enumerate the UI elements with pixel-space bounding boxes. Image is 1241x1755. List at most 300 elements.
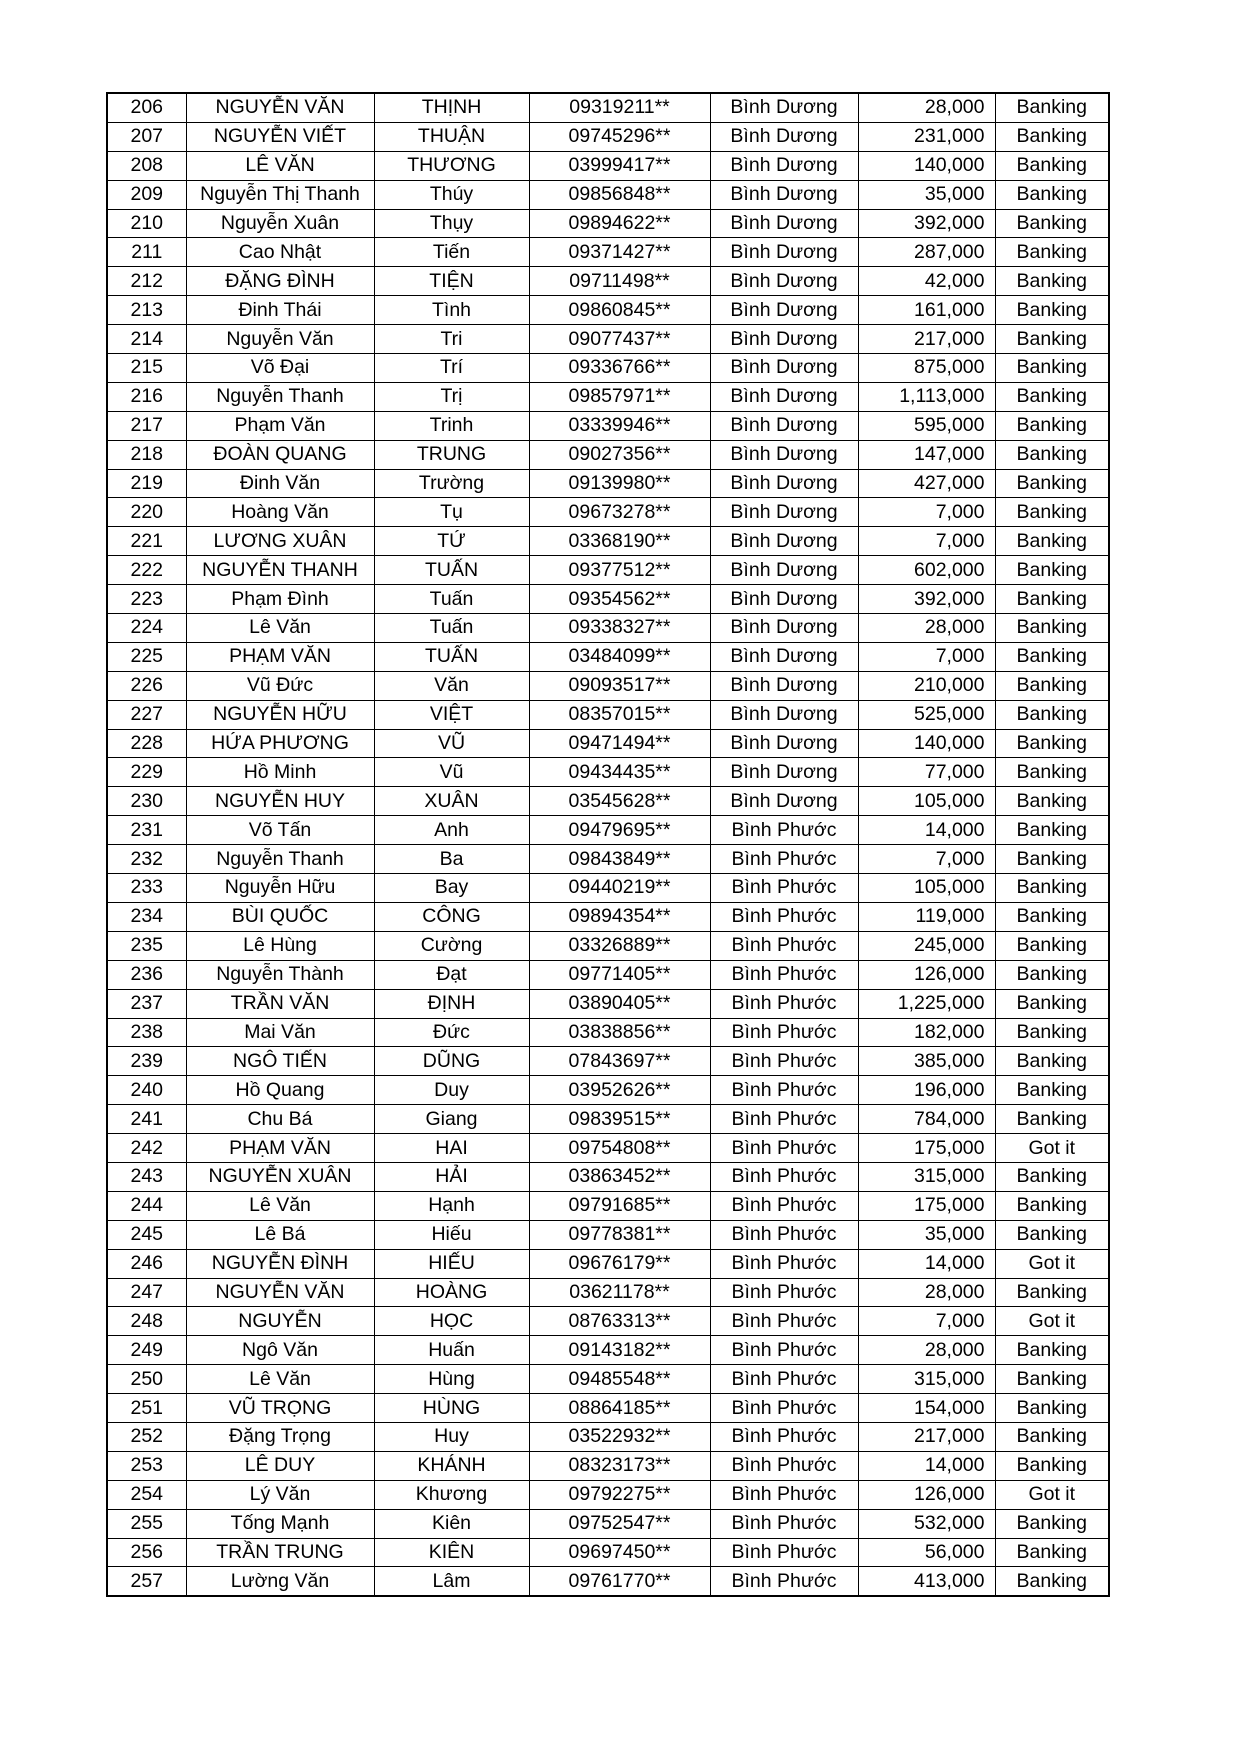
province-cell: Bình Dương [710, 267, 858, 296]
phone-cell: 09143182** [529, 1336, 710, 1365]
given-name-cell: Anh [374, 816, 529, 845]
phone-cell: 09676179** [529, 1249, 710, 1278]
province-cell: Bình Dương [710, 93, 858, 122]
surname-cell: NGUYỄN [186, 1307, 374, 1336]
row-number: 237 [107, 989, 186, 1018]
amount-cell: 175,000 [858, 1191, 995, 1220]
amount-cell: 231,000 [858, 122, 995, 151]
payment-method-cell: Banking [995, 1105, 1109, 1134]
phone-cell: 09319211** [529, 93, 710, 122]
surname-cell: NGUYỄN XUÂN [186, 1162, 374, 1191]
given-name-cell: Hùng [374, 1365, 529, 1394]
row-number: 238 [107, 1018, 186, 1047]
payment-method-cell: Banking [995, 296, 1109, 325]
surname-cell: Lê Văn [186, 1191, 374, 1220]
row-number: 233 [107, 874, 186, 903]
payment-method-cell: Banking [995, 1220, 1109, 1249]
province-cell: Bình Dương [710, 325, 858, 354]
phone-cell: 09894354** [529, 902, 710, 931]
phone-cell: 03863452** [529, 1162, 710, 1191]
given-name-cell: Trinh [374, 411, 529, 440]
amount-cell: 784,000 [858, 1105, 995, 1134]
payment-method-cell: Banking [995, 874, 1109, 903]
phone-cell: 03890405** [529, 989, 710, 1018]
surname-cell: Đinh Thái [186, 296, 374, 325]
payment-method-cell: Banking [995, 469, 1109, 498]
phone-cell: 09792275** [529, 1480, 710, 1509]
given-name-cell: Tình [374, 296, 529, 325]
surname-cell: Hồ Minh [186, 758, 374, 787]
given-name-cell: Lâm [374, 1567, 529, 1596]
surname-cell: NGUYỄN VIẾT [186, 122, 374, 151]
phone-cell: 09673278** [529, 498, 710, 527]
row-number: 240 [107, 1076, 186, 1105]
row-number: 209 [107, 180, 186, 209]
table-body [107, 93, 1109, 1596]
given-name-cell: Tuấn [374, 614, 529, 643]
row-number: 230 [107, 787, 186, 816]
phone-cell: 09860845** [529, 296, 710, 325]
province-cell: Bình Dương [710, 382, 858, 411]
row-number: 239 [107, 1047, 186, 1076]
row-number: 256 [107, 1538, 186, 1567]
amount-cell: 217,000 [858, 1422, 995, 1451]
given-name-cell: HỌC [374, 1307, 529, 1336]
surname-cell: HỨA PHƯƠNG [186, 729, 374, 758]
given-name-cell: HAI [374, 1134, 529, 1163]
surname-cell: Lường Văn [186, 1567, 374, 1596]
row-number: 214 [107, 325, 186, 354]
row-number: 242 [107, 1134, 186, 1163]
given-name-cell: ĐỊNH [374, 989, 529, 1018]
amount-cell: 7,000 [858, 498, 995, 527]
amount-cell: 161,000 [858, 296, 995, 325]
row-number: 206 [107, 93, 186, 122]
phone-cell: 09745296** [529, 122, 710, 151]
amount-cell: 147,000 [858, 440, 995, 469]
province-cell: Bình Phước [710, 845, 858, 874]
payment-method-cell: Banking [995, 1278, 1109, 1307]
province-cell: Bình Phước [710, 1480, 858, 1509]
row-number: 220 [107, 498, 186, 527]
table-row [107, 1076, 1109, 1105]
province-cell: Bình Dương [710, 180, 858, 209]
payment-method-cell: Banking [995, 614, 1109, 643]
amount-cell: 1,113,000 [858, 382, 995, 411]
row-number: 223 [107, 585, 186, 614]
payment-method-cell: Banking [995, 642, 1109, 671]
table-row [107, 122, 1109, 151]
payment-method-cell: Banking [995, 180, 1109, 209]
table-row [107, 1451, 1109, 1480]
phone-cell: 09434435** [529, 758, 710, 787]
payment-method-cell: Banking [995, 527, 1109, 556]
table-row [107, 411, 1109, 440]
table-row [107, 1220, 1109, 1249]
province-cell: Bình Phước [710, 1191, 858, 1220]
phone-cell: 03838856** [529, 1018, 710, 1047]
row-number: 213 [107, 296, 186, 325]
payment-method-cell: Banking [995, 816, 1109, 845]
province-cell: Bình Phước [710, 1509, 858, 1538]
row-number: 211 [107, 238, 186, 267]
amount-cell: 56,000 [858, 1538, 995, 1567]
phone-cell: 09752547** [529, 1509, 710, 1538]
table-row [107, 874, 1109, 903]
payment-method-cell: Banking [995, 671, 1109, 700]
payment-method-cell: Banking [995, 440, 1109, 469]
amount-cell: 210,000 [858, 671, 995, 700]
payment-method-cell: Got it [995, 1307, 1109, 1336]
payment-method-cell: Banking [995, 931, 1109, 960]
phone-cell: 09754808** [529, 1134, 710, 1163]
payment-method-cell: Banking [995, 729, 1109, 758]
phone-cell: 03326889** [529, 931, 710, 960]
table-row [107, 354, 1109, 383]
phone-cell: 03952626** [529, 1076, 710, 1105]
table-row [107, 1567, 1109, 1596]
amount-cell: 126,000 [858, 960, 995, 989]
given-name-cell: KHÁNH [374, 1451, 529, 1480]
province-cell: Bình Phước [710, 874, 858, 903]
province-cell: Bình Phước [710, 931, 858, 960]
phone-cell: 09093517** [529, 671, 710, 700]
surname-cell: PHẠM VĂN [186, 1134, 374, 1163]
surname-cell: Lê Văn [186, 614, 374, 643]
amount-cell: 532,000 [858, 1509, 995, 1538]
surname-cell: Phạm Đình [186, 585, 374, 614]
payment-method-cell: Banking [995, 585, 1109, 614]
given-name-cell: Cường [374, 931, 529, 960]
surname-cell: Cao Nhật [186, 238, 374, 267]
payment-method-cell: Got it [995, 1249, 1109, 1278]
amount-cell: 392,000 [858, 209, 995, 238]
payment-method-cell: Banking [995, 1567, 1109, 1596]
amount-cell: 182,000 [858, 1018, 995, 1047]
table-row [107, 1509, 1109, 1538]
table-row [107, 1278, 1109, 1307]
row-number: 251 [107, 1394, 186, 1423]
given-name-cell: Văn [374, 671, 529, 700]
payment-method-cell: Banking [995, 1018, 1109, 1047]
row-number: 250 [107, 1365, 186, 1394]
payment-method-cell: Banking [995, 151, 1109, 180]
surname-cell: Lê Hùng [186, 931, 374, 960]
payment-method-cell: Banking [995, 1394, 1109, 1423]
amount-cell: 1,225,000 [858, 989, 995, 1018]
row-number: 226 [107, 671, 186, 700]
phone-cell: 08864185** [529, 1394, 710, 1423]
row-number: 224 [107, 614, 186, 643]
table-row [107, 758, 1109, 787]
surname-cell: LƯƠNG XUÂN [186, 527, 374, 556]
amount-cell: 28,000 [858, 614, 995, 643]
given-name-cell: HẢI [374, 1162, 529, 1191]
amount-cell: 315,000 [858, 1162, 995, 1191]
given-name-cell: TIỆN [374, 267, 529, 296]
surname-cell: Tống Mạnh [186, 1509, 374, 1538]
surname-cell: BÙI QUỐC [186, 902, 374, 931]
given-name-cell: TỨ [374, 527, 529, 556]
province-cell: Bình Phước [710, 1278, 858, 1307]
given-name-cell: HOÀNG [374, 1278, 529, 1307]
table-row [107, 325, 1109, 354]
amount-cell: 154,000 [858, 1394, 995, 1423]
amount-cell: 413,000 [858, 1567, 995, 1596]
row-number: 255 [107, 1509, 186, 1538]
table-row [107, 960, 1109, 989]
given-name-cell: HÙNG [374, 1394, 529, 1423]
surname-cell: Võ Đại [186, 354, 374, 383]
given-name-cell: Trí [374, 354, 529, 383]
table-row [107, 1162, 1109, 1191]
phone-cell: 03484099** [529, 642, 710, 671]
row-number: 215 [107, 354, 186, 383]
given-name-cell: Tiến [374, 238, 529, 267]
given-name-cell: Trường [374, 469, 529, 498]
surname-cell: ĐẶNG ĐÌNH [186, 267, 374, 296]
surname-cell: Vũ Đức [186, 671, 374, 700]
table-row [107, 1538, 1109, 1567]
payment-method-cell: Banking [995, 93, 1109, 122]
payment-method-cell: Banking [995, 209, 1109, 238]
table-row [107, 469, 1109, 498]
table-row [107, 729, 1109, 758]
surname-cell: NGUYỄN THANH [186, 556, 374, 585]
table-row [107, 1422, 1109, 1451]
province-cell: Bình Dương [710, 758, 858, 787]
payment-method-cell: Banking [995, 1538, 1109, 1567]
province-cell: Bình Phước [710, 1220, 858, 1249]
payment-method-cell: Banking [995, 1047, 1109, 1076]
payment-method-cell: Banking [995, 382, 1109, 411]
surname-cell: Mai Văn [186, 1018, 374, 1047]
table-row [107, 151, 1109, 180]
table-row [107, 671, 1109, 700]
row-number: 244 [107, 1191, 186, 1220]
table-row [107, 787, 1109, 816]
province-cell: Bình Phước [710, 1134, 858, 1163]
given-name-cell: TRUNG [374, 440, 529, 469]
amount-cell: 140,000 [858, 151, 995, 180]
surname-cell: Nguyễn Thị Thanh [186, 180, 374, 209]
surname-cell: TRẦN VĂN [186, 989, 374, 1018]
surname-cell: Hoàng Văn [186, 498, 374, 527]
phone-cell: 08357015** [529, 700, 710, 729]
table-row [107, 1191, 1109, 1220]
payment-method-cell: Banking [995, 1422, 1109, 1451]
province-cell: Bình Phước [710, 1365, 858, 1394]
document-sheet [106, 92, 1110, 1597]
surname-cell: NGUYỄN VĂN [186, 1278, 374, 1307]
row-number: 247 [107, 1278, 186, 1307]
surname-cell: LÊ VĂN [186, 151, 374, 180]
row-number: 235 [107, 931, 186, 960]
row-number: 222 [107, 556, 186, 585]
province-cell: Bình Dương [710, 614, 858, 643]
phone-cell: 09761770** [529, 1567, 710, 1596]
given-name-cell: Thúy [374, 180, 529, 209]
payment-method-cell: Banking [995, 498, 1109, 527]
table-row [107, 931, 1109, 960]
table-row [107, 267, 1109, 296]
given-name-cell: Trị [374, 382, 529, 411]
amount-cell: 126,000 [858, 1480, 995, 1509]
table-row [107, 238, 1109, 267]
phone-cell: 08323173** [529, 1451, 710, 1480]
surname-cell: NGÔ TIẾN [186, 1047, 374, 1076]
table-row [107, 180, 1109, 209]
row-number: 252 [107, 1422, 186, 1451]
row-number: 245 [107, 1220, 186, 1249]
table-row [107, 700, 1109, 729]
surname-cell: Đặng Trọng [186, 1422, 374, 1451]
given-name-cell: Khương [374, 1480, 529, 1509]
given-name-cell: KIÊN [374, 1538, 529, 1567]
amount-cell: 7,000 [858, 642, 995, 671]
amount-cell: 602,000 [858, 556, 995, 585]
given-name-cell: Đức [374, 1018, 529, 1047]
province-cell: Bình Phước [710, 1018, 858, 1047]
province-cell: Bình Dương [710, 787, 858, 816]
table-row [107, 296, 1109, 325]
province-cell: Bình Dương [710, 498, 858, 527]
surname-cell: Lý Văn [186, 1480, 374, 1509]
province-cell: Bình Phước [710, 1394, 858, 1423]
amount-cell: 525,000 [858, 700, 995, 729]
given-name-cell: TUẤN [374, 556, 529, 585]
amount-cell: 28,000 [858, 1336, 995, 1365]
payment-method-cell: Banking [995, 1365, 1109, 1394]
phone-cell: 09336766** [529, 354, 710, 383]
given-name-cell: Thụy [374, 209, 529, 238]
province-cell: Bình Phước [710, 1047, 858, 1076]
province-cell: Bình Phước [710, 1249, 858, 1278]
surname-cell: Nguyễn Hữu [186, 874, 374, 903]
given-name-cell: Giang [374, 1105, 529, 1134]
given-name-cell: Đạt [374, 960, 529, 989]
province-cell: Bình Dương [710, 296, 858, 325]
given-name-cell: THUẬN [374, 122, 529, 151]
amount-cell: 35,000 [858, 1220, 995, 1249]
payment-method-cell: Banking [995, 411, 1109, 440]
phone-cell: 03999417** [529, 151, 710, 180]
row-number: 219 [107, 469, 186, 498]
province-cell: Bình Dương [710, 700, 858, 729]
given-name-cell: Tụ [374, 498, 529, 527]
given-name-cell: Hiếu [374, 1220, 529, 1249]
table-row [107, 1336, 1109, 1365]
given-name-cell: Ba [374, 845, 529, 874]
row-number: 241 [107, 1105, 186, 1134]
winners-table [106, 92, 1110, 1597]
surname-cell: Đinh Văn [186, 469, 374, 498]
phone-cell: 03339946** [529, 411, 710, 440]
amount-cell: 77,000 [858, 758, 995, 787]
payment-method-cell: Banking [995, 238, 1109, 267]
given-name-cell: VŨ [374, 729, 529, 758]
payment-method-cell: Banking [995, 1162, 1109, 1191]
table-row [107, 1365, 1109, 1394]
payment-method-cell: Banking [995, 845, 1109, 874]
row-number: 253 [107, 1451, 186, 1480]
surname-cell: TRẦN TRUNG [186, 1538, 374, 1567]
phone-cell: 09371427** [529, 238, 710, 267]
province-cell: Bình Dương [710, 585, 858, 614]
table-row [107, 1480, 1109, 1509]
table-row [107, 556, 1109, 585]
surname-cell: LÊ DUY [186, 1451, 374, 1480]
row-number: 225 [107, 642, 186, 671]
given-name-cell: THƯƠNG [374, 151, 529, 180]
surname-cell: Võ Tấn [186, 816, 374, 845]
province-cell: Bình Phước [710, 1567, 858, 1596]
phone-cell: 09440219** [529, 874, 710, 903]
amount-cell: 217,000 [858, 325, 995, 354]
amount-cell: 427,000 [858, 469, 995, 498]
given-name-cell: Kiên [374, 1509, 529, 1538]
surname-cell: Chu Bá [186, 1105, 374, 1134]
phone-cell: 09485548** [529, 1365, 710, 1394]
table-row [107, 382, 1109, 411]
phone-cell: 09771405** [529, 960, 710, 989]
row-number: 249 [107, 1336, 186, 1365]
table-row [107, 1249, 1109, 1278]
given-name-cell: HIẾU [374, 1249, 529, 1278]
table-row [107, 93, 1109, 122]
given-name-cell: Bay [374, 874, 529, 903]
province-cell: Bình Phước [710, 1076, 858, 1105]
row-number: 216 [107, 382, 186, 411]
amount-cell: 14,000 [858, 1451, 995, 1480]
row-number: 227 [107, 700, 186, 729]
province-cell: Bình Phước [710, 1162, 858, 1191]
surname-cell: Phạm Văn [186, 411, 374, 440]
table-row [107, 527, 1109, 556]
table-row [107, 902, 1109, 931]
province-cell: Bình Dương [710, 729, 858, 758]
surname-cell: NGUYỄN HUY [186, 787, 374, 816]
payment-method-cell: Banking [995, 758, 1109, 787]
row-number: 243 [107, 1162, 186, 1191]
row-number: 212 [107, 267, 186, 296]
amount-cell: 7,000 [858, 845, 995, 874]
phone-cell: 09894622** [529, 209, 710, 238]
province-cell: Bình Phước [710, 989, 858, 1018]
payment-method-cell: Banking [995, 1336, 1109, 1365]
given-name-cell: Vũ [374, 758, 529, 787]
row-number: 234 [107, 902, 186, 931]
province-cell: Bình Phước [710, 1105, 858, 1134]
amount-cell: 7,000 [858, 1307, 995, 1336]
province-cell: Bình Dương [710, 411, 858, 440]
surname-cell: Nguyễn Xuân [186, 209, 374, 238]
table-row [107, 585, 1109, 614]
row-number: 229 [107, 758, 186, 787]
phone-cell: 07843697** [529, 1047, 710, 1076]
amount-cell: 875,000 [858, 354, 995, 383]
payment-method-cell: Banking [995, 787, 1109, 816]
payment-method-cell: Banking [995, 1451, 1109, 1480]
given-name-cell: Duy [374, 1076, 529, 1105]
table-row [107, 498, 1109, 527]
phone-cell: 08763313** [529, 1307, 710, 1336]
row-number: 248 [107, 1307, 186, 1336]
province-cell: Bình Dương [710, 238, 858, 267]
surname-cell: NGUYỄN ĐÌNH [186, 1249, 374, 1278]
payment-method-cell: Banking [995, 902, 1109, 931]
phone-cell: 09791685** [529, 1191, 710, 1220]
